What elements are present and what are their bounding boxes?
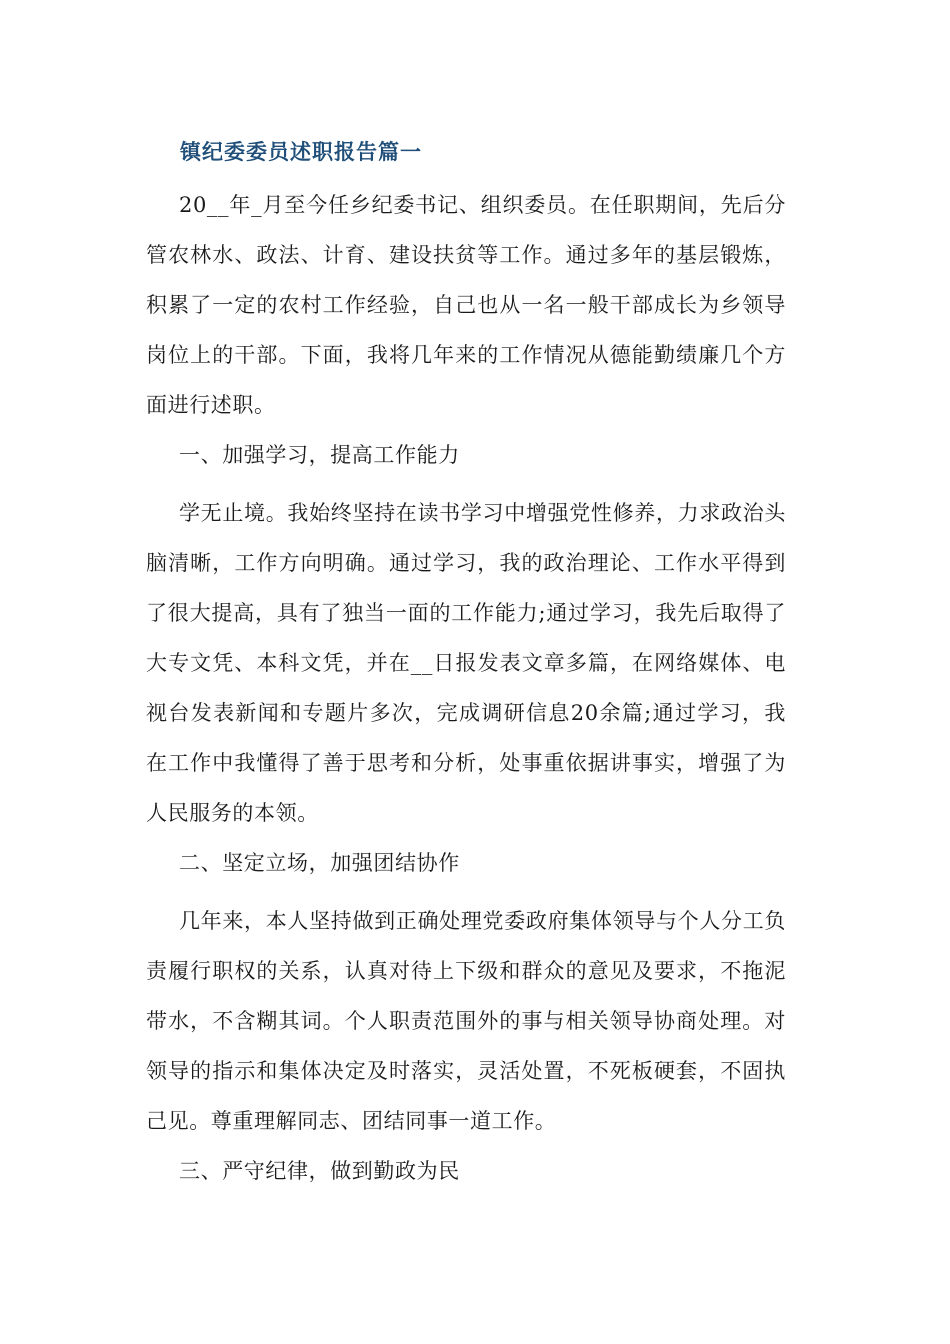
document-title: 镇纪委委员述职报告篇一 (180, 139, 422, 164)
section-heading-2: 二、坚定立场，加强团结协作 (179, 851, 460, 875)
paragraph-section-2: 几年来，本人坚持做到正确处理党委政府集体领导与个人分工负责履行职权的关系，认真对待上下级和群众的意见及要求，不拖泥带水，不含糊其词。个人职责范围外的事与相关领导协商处理。对领导的指示和集体决定及时落实，灵活处置，不死板硬套，不固执己见。尊重理解同志、团结同事一道工作。 (146, 909, 786, 1133)
paragraph-intro: 20__年_月至今任乡纪委书记、组织委员。在任职期间，先后分管农林水、政法、计育、建设扶贫等工作。通过多年的基层锻炼，积累了一定的农村工作经验，自己也从一名一般干部成长为乡领导岗位上的干部。下面，我将几年来的工作情况从德能勤绩廉几个方面进行述职。 (146, 193, 786, 417)
section-heading-1: 一、加强学习，提高工作能力 (179, 443, 460, 467)
document-page (146, 132, 786, 1196)
paragraph-section-1: 学无止境。我始终坚持在读书学习中增强党性修养，力求政治头脑清晰，工作方向明确。通过学习，我的政治理论、工作水平得到了很大提高，具有了独当一面的工作能力;通过学习，我先后取得了大专文凭、本科文凭，并在__日报发表文章多篇，在网络媒体、电视台发表新闻和专题片多次，完成调研信息20余篇;通过学习，我在工作中我懂得了善于思考和分析，处事重依据讲事实，增强了为人民服务的本领。 (146, 501, 786, 825)
section-heading-3: 三、严守纪律，做到勤政为民 (179, 1159, 460, 1183)
